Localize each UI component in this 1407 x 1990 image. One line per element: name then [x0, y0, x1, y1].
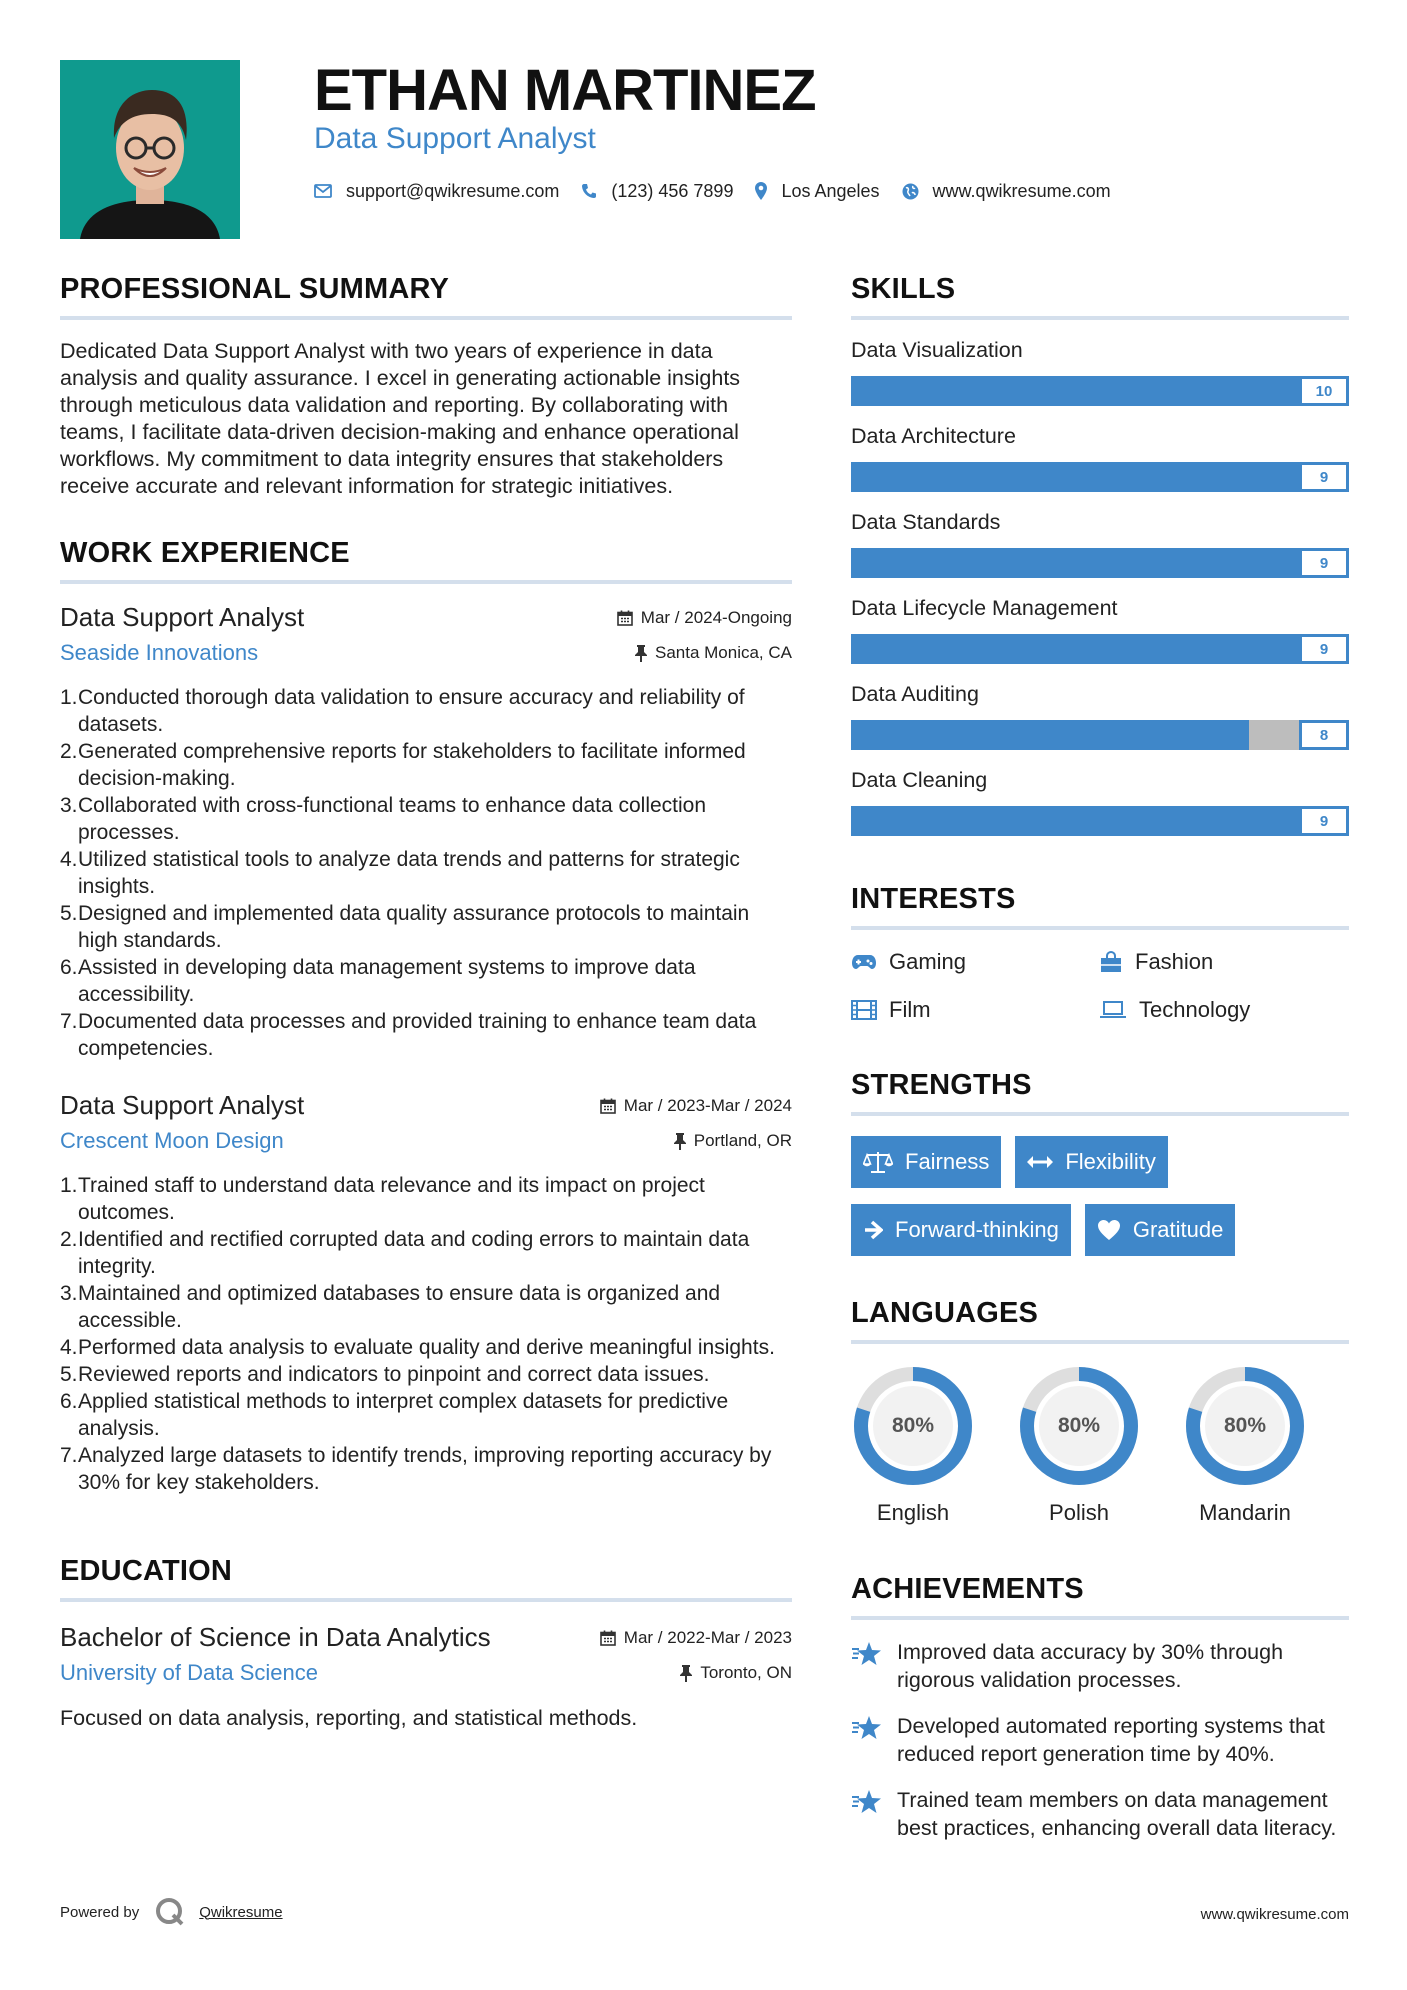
heart-icon: [1097, 1219, 1121, 1241]
language-name: Mandarin: [1199, 1500, 1291, 1525]
footer-brand-link[interactable]: Qwikresume: [199, 1903, 283, 1921]
interest-item: [1099, 948, 1347, 976]
phone-icon: [581, 183, 597, 199]
job-dates: [617, 608, 792, 628]
skill-bar-fill: [851, 462, 1299, 492]
achievements-heading: ACHIEVEMENTS: [851, 1573, 1084, 1605]
interest-item: [1099, 996, 1347, 1024]
experience-section: [60, 534, 792, 1496]
map-marker-icon: [755, 182, 767, 200]
list-item: 5. Reviewed reports and indicators to pinpoint and correct data issues.: [60, 1363, 710, 1386]
education-location: [680, 1663, 792, 1683]
contact-phone[interactable]: [581, 181, 733, 202]
experience-heading: WORK EXPERIENCE: [60, 537, 350, 569]
job-location-text: Santa Monica, CA: [654, 643, 792, 662]
list-item: 7. Documented data processes and provided training to enhance team data competencies.: [60, 1010, 757, 1060]
skill-level: 10: [1299, 376, 1349, 406]
skill-level: 8: [1299, 720, 1349, 750]
job-entry: [60, 600, 792, 1062]
contact-phone-text: (123) 456 7899: [611, 180, 734, 201]
interest-label: Technology: [1139, 997, 1251, 1022]
achievement-text: Improved data accuracy by 30% through rigorous validation processes.: [897, 1640, 1284, 1692]
star-badge-icon: [851, 1714, 883, 1742]
section-divider: [60, 316, 792, 320]
job-bullets: [60, 1172, 792, 1496]
candidate-title: Data Support Analyst: [314, 122, 596, 155]
skill-level: 9: [1299, 548, 1349, 578]
arrow-right-icon: [863, 1220, 883, 1240]
calendar-icon: [600, 1630, 616, 1646]
skill-bar: [851, 462, 1349, 492]
summary-section: [60, 270, 792, 500]
education-degree: Bachelor of Science in Data Analytics: [60, 1622, 491, 1652]
section-divider: [851, 1112, 1349, 1116]
arrows-horizontal-icon: [1027, 1155, 1053, 1169]
interests-section: [851, 880, 1349, 1024]
skill-item: [851, 594, 1349, 664]
skill-bar: [851, 548, 1349, 578]
shopping-bag-icon: [1099, 951, 1123, 973]
skill-level: 9: [1299, 462, 1349, 492]
interest-item: [851, 948, 1099, 976]
star-badge-icon: [851, 1788, 883, 1816]
interest-label: Fashion: [1135, 949, 1214, 974]
contact-website-text: www.qwikresume.com: [932, 180, 1111, 201]
strength-chip: [1085, 1204, 1236, 1256]
contact-location-text: Los Angeles: [781, 180, 880, 201]
skills-section: [851, 270, 1349, 836]
skill-level: 9: [1299, 634, 1349, 664]
language-ring: [851, 1364, 975, 1488]
calendar-icon: [600, 1098, 616, 1114]
language-name: English: [876, 1500, 950, 1525]
film-icon: [851, 1000, 877, 1020]
language-item: [1183, 1364, 1349, 1526]
candidate-name: ETHAN MARTINEZ: [314, 58, 816, 123]
language-ring: [1017, 1364, 1141, 1488]
footer-powered-by: [60, 1897, 283, 1927]
list-item: 6. Assisted in developing data management systems to improve data accessibility.: [60, 956, 696, 1006]
job-location: [635, 643, 792, 663]
footer-website-link[interactable]: www.qwikresume.com: [1200, 1906, 1349, 1923]
job-entry: [60, 1088, 792, 1496]
education-school: University of Data Science: [60, 1660, 318, 1685]
section-divider: [60, 580, 792, 584]
job-bullets: [60, 684, 792, 1062]
globe-icon: [902, 183, 919, 200]
section-divider: [851, 926, 1349, 930]
star-badge-icon: [851, 1640, 883, 1668]
laptop-icon: [1099, 1001, 1127, 1019]
pushpin-icon: [680, 1665, 692, 1682]
left-column: [60, 270, 792, 1732]
skill-bar: [851, 806, 1349, 836]
skill-name: Data Standards: [851, 510, 1001, 534]
strength-label: Gratitude: [1132, 1217, 1224, 1242]
list-item: 1. Trained staff to understand data relevance and its impact on project outcomes.: [60, 1174, 705, 1224]
interest-label: Film: [889, 997, 931, 1022]
qwikresume-logo-icon: [155, 1897, 185, 1927]
skill-bar-fill: [851, 548, 1299, 578]
job-company: Crescent Moon Design: [60, 1128, 284, 1153]
section-divider: [851, 1340, 1349, 1344]
language-item: [1017, 1364, 1183, 1526]
strength-chip: [851, 1136, 1001, 1188]
job-role: Data Support Analyst: [60, 602, 305, 632]
pushpin-icon: [674, 1133, 686, 1150]
education-heading: EDUCATION: [60, 1555, 233, 1587]
achievement-text: Developed automated reporting systems that reduced report generation time by 40%.: [897, 1714, 1325, 1766]
balance-scale-icon: [863, 1150, 893, 1174]
achievements-section: [851, 1570, 1349, 1842]
list-item: 3. Maintained and optimized databases to ensure data is organized and accessible.: [60, 1282, 721, 1332]
skill-item: [851, 680, 1349, 750]
strength-chip: [851, 1204, 1071, 1256]
skill-name: Data Lifecycle Management: [851, 596, 1118, 620]
skill-item: [851, 508, 1349, 578]
list-item: 6. Applied statistical methods to interpret complex datasets for predictive analysis.: [60, 1390, 729, 1440]
skills-list: [851, 336, 1349, 836]
summary-heading: PROFESSIONAL SUMMARY: [60, 273, 450, 305]
gamepad-icon: [851, 953, 877, 971]
powered-by-text: Powered by: [60, 1903, 140, 1921]
list-item: 1. Conducted thorough data validation to ensure accuracy and reliability of datasets.: [60, 686, 745, 736]
language-item: [851, 1364, 1017, 1526]
contact-email-text: support@qwikresume.com: [346, 180, 560, 201]
section-divider: [60, 1598, 792, 1602]
strength-label: Forward-thinking: [895, 1217, 1059, 1242]
summary-text: Dedicated Data Support Analyst with two years of experience in data analysis and quality assurance. I excel in generating actionable insights through meticulous data validation and reporting. By collaborating with teams, I facilitate data-driven decision-making and enhance operational workflows. My commitment to data integrity ensures that stakeholders receive accurate and relevant information for strategic initiatives.: [60, 339, 741, 498]
list-item: 3. Collaborated with cross-functional teams to enhance data collection processes.: [60, 794, 707, 844]
profile-photo: [60, 60, 240, 239]
strength-label: Fairness: [905, 1149, 990, 1174]
job-dates-text: Mar / 2023-Mar / 2024: [623, 1096, 792, 1115]
language-name: Polish: [1049, 1500, 1109, 1525]
list-item: 5. Designed and implemented data quality assurance protocols to maintain high standards.: [60, 902, 750, 952]
list-item: 4. Performed data analysis to evaluate quality and derive meaningful insights.: [60, 1336, 775, 1359]
skill-bar-fill: [851, 634, 1299, 664]
achievement-text: Trained team members on data management best practices, enhancing overall data literacy.: [897, 1788, 1337, 1840]
skill-bar: [851, 376, 1349, 406]
section-divider: [851, 316, 1349, 320]
contact-location: [755, 181, 879, 202]
list-item: 2. Identified and rectified corrupted data and coding errors to maintain data integrity.: [60, 1228, 750, 1278]
education-section: [60, 1552, 792, 1732]
interests-heading: INTERESTS: [851, 883, 1016, 915]
skill-name: Data Cleaning: [851, 768, 988, 792]
skill-bar: [851, 634, 1349, 664]
skill-name: Data Visualization: [851, 338, 1023, 362]
right-column: [851, 270, 1349, 1842]
job-location-text: Portland, OR: [693, 1131, 792, 1150]
language-ring: [1183, 1364, 1307, 1488]
list-item: 7. Analyzed large datasets to identify trends, improving reporting accuracy by 30% for key stakeholders.: [60, 1444, 772, 1494]
languages-heading: LANGUAGES: [851, 1297, 1039, 1329]
strength-chip: [1015, 1136, 1167, 1188]
interest-label: Gaming: [889, 949, 967, 974]
education-dates-text: Mar / 2022-Mar / 2023: [623, 1628, 792, 1647]
skill-item: [851, 422, 1349, 492]
languages-section: [851, 1294, 1349, 1526]
skills-heading: SKILLS: [851, 273, 956, 305]
interest-item: [851, 996, 1099, 1024]
strengths-heading: STRENGTHS: [851, 1069, 1032, 1101]
contact-email[interactable]: [314, 181, 559, 202]
skill-level: 9: [1299, 806, 1349, 836]
achievement-item: [851, 1786, 1349, 1842]
language-percent: 80%: [1223, 1414, 1267, 1437]
skill-bar: [851, 720, 1349, 750]
achievement-item: [851, 1638, 1349, 1694]
education-dates: [600, 1628, 792, 1648]
skill-name: Data Architecture: [851, 424, 1016, 448]
skill-item: [851, 766, 1349, 836]
list-item: 2. Generated comprehensive reports for stakeholders to facilitate informed decision-making.: [60, 740, 746, 790]
skill-item: [851, 336, 1349, 406]
education-entry: [60, 1620, 792, 1732]
strengths-section: [851, 1066, 1349, 1272]
contact-website[interactable]: [902, 181, 1111, 202]
skill-bar-fill: [851, 806, 1299, 836]
job-dates: [600, 1096, 792, 1116]
language-percent: 80%: [1057, 1414, 1101, 1437]
skill-bar-fill: [851, 720, 1249, 750]
education-location-text: Toronto, ON: [700, 1663, 792, 1682]
language-percent: 80%: [891, 1414, 935, 1437]
education-description: Focused on data analysis, reporting, and statistical methods.: [60, 1706, 638, 1730]
job-company: Seaside Innovations: [60, 640, 259, 665]
skill-bar-fill: [851, 376, 1349, 406]
skill-name: Data Auditing: [851, 682, 979, 706]
strength-label: Flexibility: [1065, 1149, 1156, 1174]
job-location: [674, 1131, 792, 1151]
section-divider: [851, 1616, 1349, 1620]
calendar-icon: [617, 610, 633, 626]
achievement-item: [851, 1712, 1349, 1768]
job-dates-text: Mar / 2024-Ongoing: [640, 608, 792, 627]
envelope-icon: [314, 184, 332, 198]
contact-bar: [314, 176, 1133, 206]
pushpin-icon: [635, 645, 647, 662]
list-item: 4. Utilized statistical tools to analyze data trends and patterns for strategic insights.: [60, 848, 740, 898]
job-role: Data Support Analyst: [60, 1090, 305, 1120]
